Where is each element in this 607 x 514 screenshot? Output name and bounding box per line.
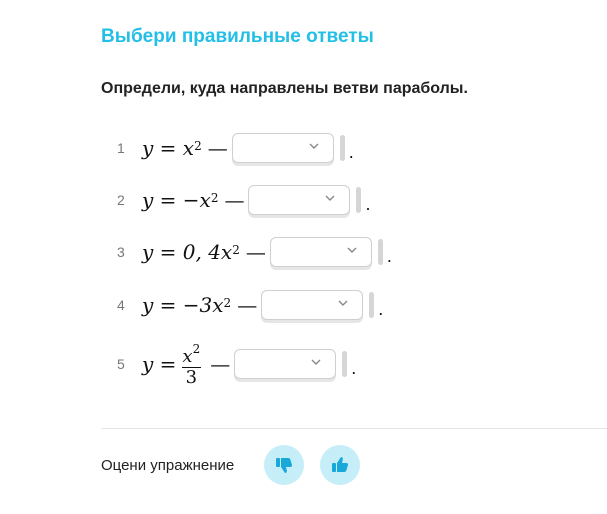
chevron-down-icon bbox=[309, 141, 319, 151]
drag-handle bbox=[340, 135, 345, 161]
formula-dash: — bbox=[237, 293, 258, 317]
formula bbox=[142, 136, 230, 160]
formula bbox=[142, 240, 268, 264]
item-number: 3 bbox=[117, 244, 125, 260]
item-number: 4 bbox=[117, 297, 125, 313]
divider bbox=[101, 428, 607, 429]
chevron-down-icon bbox=[338, 298, 348, 308]
sentence-end: . bbox=[351, 357, 357, 378]
item-number: 1 bbox=[117, 140, 125, 156]
formula bbox=[142, 188, 246, 212]
answer-dropdown[interactable] bbox=[261, 290, 363, 320]
list-item bbox=[117, 180, 370, 220]
fraction-numerator bbox=[180, 341, 202, 367]
chevron-down-icon bbox=[325, 193, 335, 203]
list-item bbox=[117, 285, 383, 325]
formula bbox=[142, 293, 259, 317]
formula-exponent: 2 bbox=[232, 243, 240, 257]
formula-lhs: y = 0, 4x bbox=[142, 240, 233, 264]
list-item bbox=[117, 128, 354, 168]
thumbs-up-icon bbox=[330, 455, 350, 475]
formula-dash: — bbox=[210, 352, 231, 376]
thumbs-down-icon bbox=[274, 455, 294, 475]
numerator-var: x bbox=[182, 345, 193, 367]
drag-handle bbox=[342, 351, 347, 377]
item-number: 2 bbox=[117, 192, 125, 208]
sentence-end: . bbox=[378, 298, 384, 319]
item-number: 5 bbox=[117, 356, 125, 372]
fraction bbox=[180, 341, 202, 388]
answer-dropdown[interactable] bbox=[234, 349, 336, 379]
chevron-down-icon bbox=[311, 357, 321, 367]
drag-handle bbox=[356, 187, 361, 213]
sentence-end: . bbox=[348, 141, 354, 162]
formula-exponent: 2 bbox=[223, 296, 232, 310]
formula-exponent: 2 bbox=[210, 191, 219, 205]
sentence-end: . bbox=[365, 193, 371, 214]
dislike-button[interactable] bbox=[264, 445, 304, 485]
formula-dash: — bbox=[245, 240, 266, 264]
answer-dropdown[interactable] bbox=[248, 185, 350, 215]
formula bbox=[142, 341, 232, 388]
rating-label: Оцени упражнение bbox=[101, 457, 235, 474]
formula-lhs: y = −x bbox=[142, 188, 211, 212]
fraction-denominator: 3 bbox=[182, 367, 201, 388]
formula-dash: — bbox=[224, 188, 245, 212]
chevron-down-icon bbox=[347, 245, 357, 255]
formula-dash: — bbox=[207, 136, 228, 160]
list-item bbox=[117, 338, 356, 390]
drag-handle bbox=[378, 239, 383, 265]
formula-lhs: y = −3x bbox=[142, 293, 224, 317]
answer-dropdown[interactable] bbox=[232, 133, 334, 163]
question-text: Определи, куда направлены ветви параболы. bbox=[101, 80, 468, 97]
formula-lhs: y = x bbox=[142, 136, 195, 160]
like-button[interactable] bbox=[320, 445, 360, 485]
formula-lhs: y = bbox=[142, 352, 177, 376]
formula-exponent: 2 bbox=[194, 139, 202, 153]
list-item bbox=[117, 232, 392, 272]
answer-dropdown[interactable] bbox=[270, 237, 372, 267]
drag-handle bbox=[369, 292, 374, 318]
formula-exponent: 2 bbox=[192, 341, 201, 356]
page-title: Выбери правильные ответы bbox=[101, 26, 374, 47]
sentence-end: . bbox=[386, 245, 392, 266]
